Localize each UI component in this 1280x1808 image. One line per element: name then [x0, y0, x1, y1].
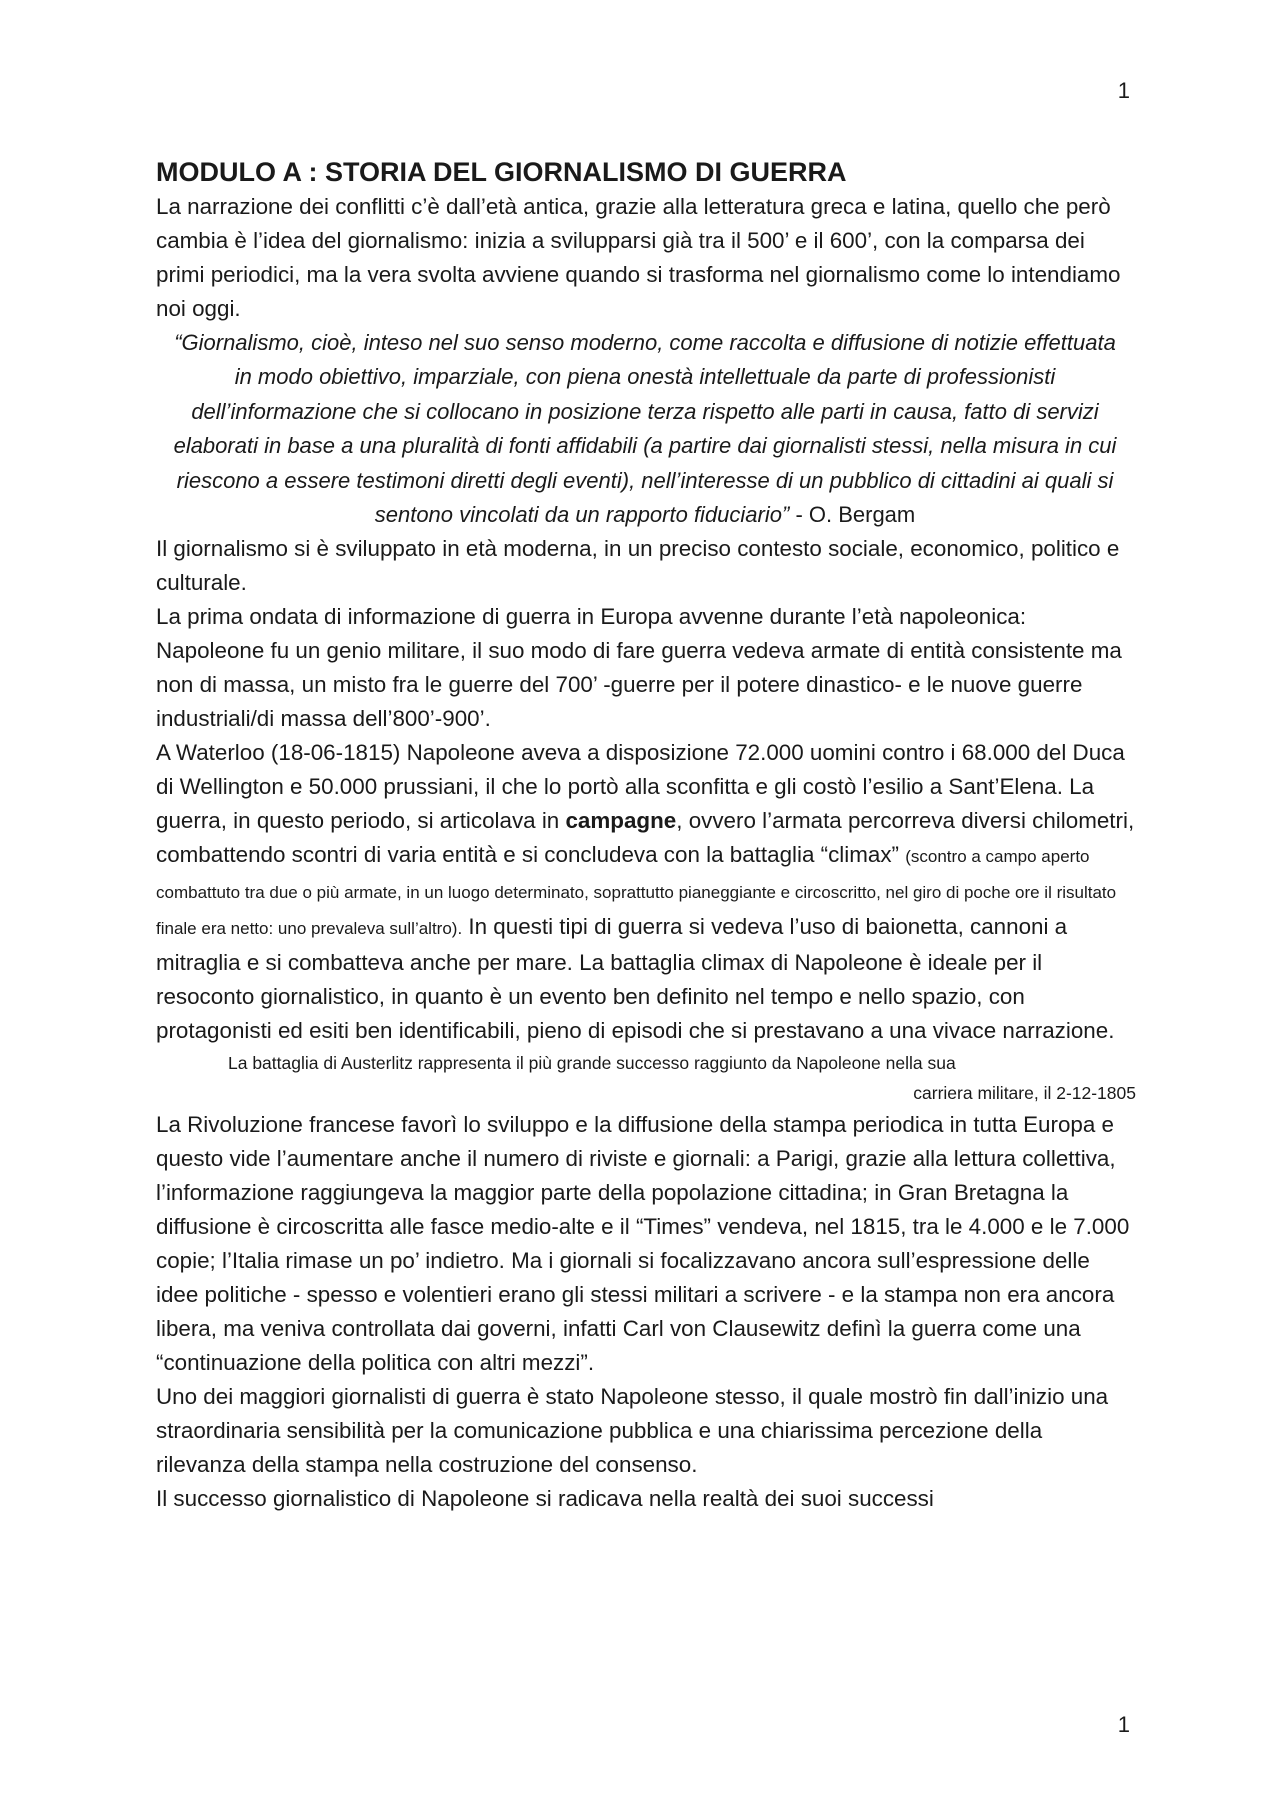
quote-block — [164, 326, 1126, 532]
quote-author: - O. Bergam — [789, 502, 916, 528]
waterloo-text-3: In questi tipi di guerra si vedeva l’uso di baionetta, cannoni a mitraglia e si combatteva anche per mare. La battaglia climax di Napoleone è ideale per il resoconto giornalistico, in quanto è un evento ben definito nel tempo e nello spazio, con protagonisti ed esiti ben identificabili, pieno di episodi che si prestavano a una vivace narrazione. — [156, 914, 1115, 1044]
paragraph-napoleon-journalist: Uno dei maggiori giornalisti di guerra è stato Napoleone stesso, il quale mostrò fin dall’inizio una straordinaria sensibilità per la comunicazione pubblica e una chiarissima percezione della rilevanza della stampa nella costruzione del consenso. — [156, 1384, 1109, 1478]
paragraph-intro: La narrazione dei conflitti c’è dall’età antica, grazie alla letteratura greca e latina, quello che però cambia è l’idea del giornalismo: inizia a svilupparsi già tra il 500’ e il 600’, con la comparsa dei primi periodici, ma la vera svolta avviene quando si trasforma nel giornalismo come lo intendiamo noi oggi. — [156, 194, 1121, 321]
page-number-bottom: 1 — [1117, 1712, 1130, 1737]
waterloo-text-2: , ovvero l’armata percorreva diversi chilometri, combattendo scontri di varia entità e si concludeva con la battaglia “climax” — [156, 808, 1135, 868]
paragraph-modern-journalism: Il giornalismo si è sviluppato in età moderna, in un preciso contesto sociale, economico, politico e culturale. — [156, 536, 1120, 596]
caption-line-1: La battaglia di Austerlitz rappresenta il più grande successo raggiunto da Napoleone nella sua — [228, 1053, 956, 1074]
quote-text: “Giornalismo, cioè, inteso nel suo senso moderno, come raccolta e diffusione di notizie effettuata in modo obiettivo, imparziale, con piena onestà intellettuale da parte di professionisti dell’informazione che si collocano in posizione terza rispetto alle parti in causa, fatto di servizi elaborati in base a una pluralità di fonti affidabili (a partire dai giornalisti stessi, nella misura in cui riescono a essere testimoni diretti degli eventi), nell’interesse di un pubblico di cittadini ai quali si sentono vincolati da un rapporto fiduciario” — [173, 330, 1117, 528]
caption-austerlitz — [228, 1048, 1136, 1108]
campagne-bold: campagne — [565, 808, 677, 834]
paragraph-napoleon-success: Il successo giornalistico di Napoleone si radicava nella realtà dei suoi successi — [156, 1486, 934, 1512]
page-number-top: 1 — [1117, 78, 1130, 103]
paragraph-napoleonic-age: La prima ondata di informazione di guerra in Europa avvenne durante l’età napoleonica: Napoleone fu un genio militare, il suo modo di fare guerra vedeva armate di entità consistente ma non di massa, un misto fra le guerre del 700’ -guerre per il potere dinastico- e le nuove guerre industriali/di massa dell’800’-900’. — [156, 604, 1122, 732]
waterloo-text-1: A Waterloo (18-06-1815) Napoleone aveva a disposizione 72.000 uomini contro i 68.000 del Duca di Wellington e 50.000 prussiani, il che lo portò alla sconfitta e gli costò l’esilio a Sant’Elena. La guerra, in questo periodo, si articolava in — [156, 740, 1125, 834]
paragraph-french-revolution: La Rivoluzione francese favorì lo sviluppo e la diffusione della stampa periodica in tutta Europa e questo vide l’aumentare anche il numero di riviste e giornali: a Parigi, grazie alla lettura collettiva, l’informazione raggiungeva la maggior parte della popolazione cittadina; in Gran Bretagna la diffusione è circoscritta alle fasce medio-alte e il “Times” vendeva, nel 1815, tra le 4.000 e le 7.000 copie; l’Italia rimase un po’ indietro. Ma i giornali si focalizzavano ancora sull’espressione delle idee politiche - spesso e volentieri erano gli stessi militari a scrivere - e la stampa non era ancora libera, ma veniva controllata dai governi, infatti Carl von Clausewitz definì la guerra come una “continuazione della politica con altri mezzi”. — [156, 1112, 1130, 1376]
climax-definition: (scontro a campo aperto combattuto tra due o più armate, in un luogo determinato, soprattutto pianeggiante e circoscritto, nel giro di poche ore il risultato finale era netto: uno prevaleva sull’altro). — [156, 847, 1117, 939]
paragraph-waterloo — [156, 736, 1136, 1048]
caption-line-2: carriera militare, il 2-12-1805 — [913, 1083, 1136, 1104]
document-body — [156, 154, 1136, 1516]
document-title: MODULO A : STORIA DEL GIORNALISMO DI GUERRA — [156, 157, 847, 187]
